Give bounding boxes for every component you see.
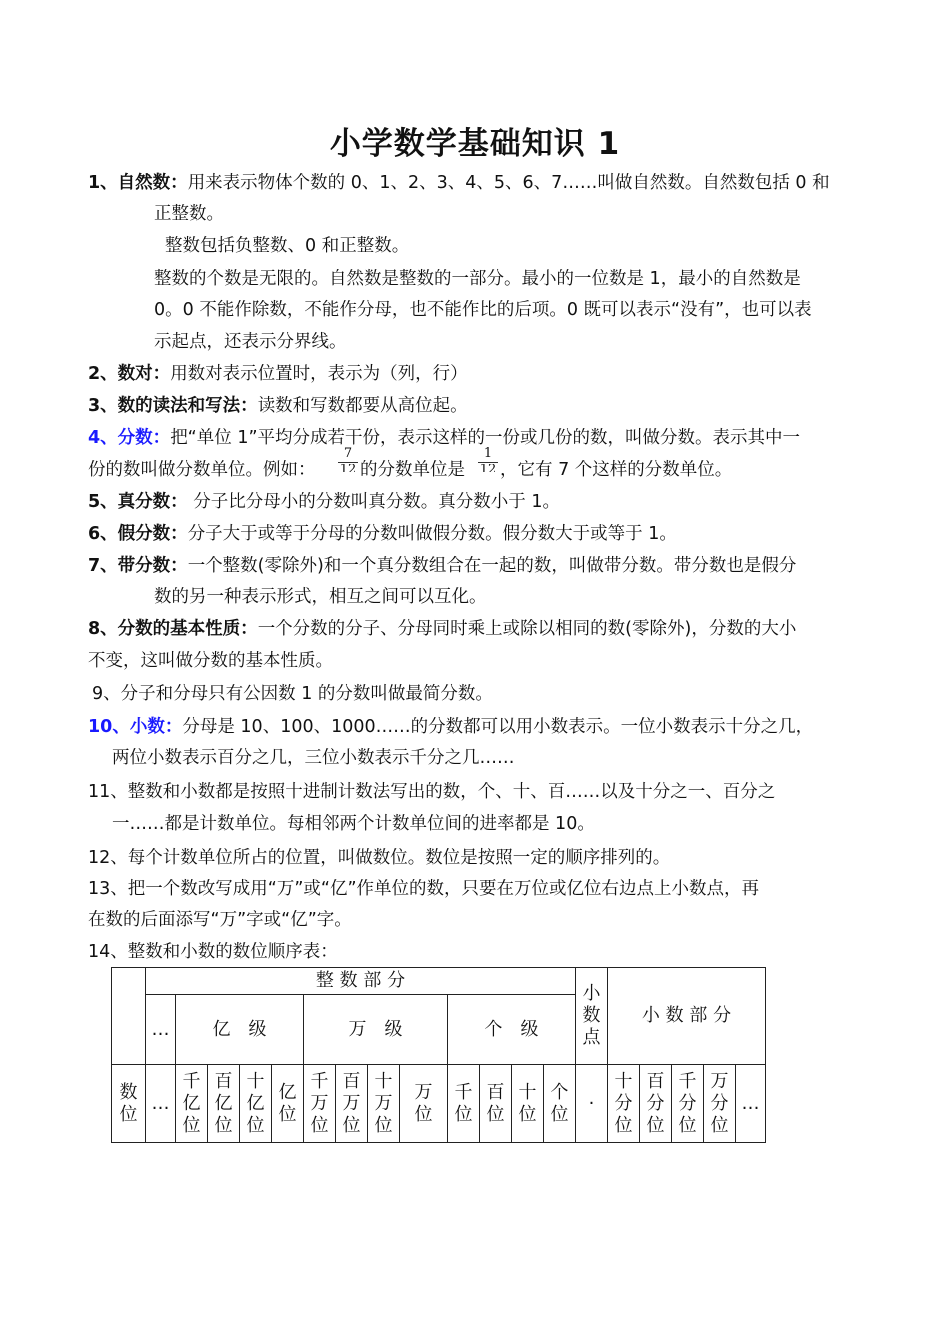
fraction-seven-twelfths (338, 447, 358, 472)
item-4-line-2b: 的分数单位是 (360, 460, 465, 480)
fraction-1-numerator: 7 (343, 446, 353, 461)
item-5-label: 5、真分数： (88, 492, 188, 512)
ge-level-header: 个 级 (448, 995, 576, 1065)
row-label-cell (112, 1065, 146, 1143)
place-ellipsis-right: … (736, 1065, 766, 1143)
wan-level-header: 万 级 (304, 995, 448, 1065)
decimal-place-cell (672, 1065, 704, 1143)
item-8-line-2: 不变，这叫做分数的基本性质。 (88, 651, 333, 671)
item-8-label: 8、分数的基本性质： (88, 619, 258, 639)
item-10-text-1: 分母是 10、100、1000……的分数都可以用小数表示。一位小数表示十分之几， (182, 717, 814, 737)
item-13-line-1: 13、把一个数改写成用“万”或“亿”作单位的数，只要在万位或亿位右边点上小数点，再 (88, 879, 760, 899)
item-3 (88, 394, 468, 418)
item-4-line-1 (88, 426, 800, 450)
place-label: 十亿位 (246, 1070, 265, 1136)
item-4-line-2a: 份的数叫做分数单位。例如： (88, 460, 316, 480)
place-cell (480, 1065, 512, 1143)
item-9: 9、分子和分母只有公因数 1 的分数叫做最简分数。 (92, 684, 493, 704)
place-cell (544, 1065, 576, 1143)
fraction-2-numerator: 1 (483, 446, 493, 461)
place-value-table (111, 967, 766, 1143)
page-title: 小学数学基础知识 1 (329, 126, 621, 162)
item-6-label: 6、假分数： (88, 524, 188, 544)
decimal-place-label: 千分位 (678, 1070, 697, 1136)
table-corner-cell (112, 968, 146, 1065)
decimal-place-cell (704, 1065, 736, 1143)
place-cell (208, 1065, 240, 1143)
place-ellipsis-left: … (146, 1065, 176, 1143)
fraction-1-bar (338, 462, 358, 463)
item-2-text: 用数对表示位置时，表示为（列，行） (170, 364, 468, 384)
item-1-line-4: 整数的个数是无限的。自然数是整数的一部分。最小的一位数是 1，最小的自然数是 (154, 269, 801, 289)
place-cell (304, 1065, 336, 1143)
place-cell (176, 1065, 208, 1143)
place-cell (272, 1065, 304, 1143)
item-7-line-2: 数的另一种表示形式，相互之间可以互化。 (154, 587, 487, 607)
item-7-line-1 (88, 554, 796, 578)
fraction-1-denominator: 12 (339, 464, 357, 472)
integer-part-header: 整 数 部 分 (146, 968, 576, 995)
item-2 (88, 362, 468, 386)
item-3-label: 3、数的读法和写法： (88, 396, 258, 416)
decimal-point-cell: · (576, 1065, 608, 1143)
item-1-line-5: 0。0 不能作除数，不能作分母，也不能作比的后项。0 既可以表示“没有”，也可以表 (154, 300, 812, 320)
item-12: 12、每个计数单位所占的位置，叫做数位。数位是按照一定的顺序排列的。 (88, 848, 671, 868)
decimal-point-header-text: 小数点 (582, 983, 601, 1048)
item-4-label: 4、分数： (88, 428, 171, 448)
item-11-line-1: 11、整数和小数都是按照十进制计数法写出的数，个、十、百……以及十分之一、百分之 (88, 782, 776, 802)
item-2-label: 2、数对： (88, 364, 171, 384)
item-3-text: 读数和写数都要从高位起。 (257, 396, 468, 416)
item-10-line-1 (88, 715, 813, 739)
item-10-line-2: 两位小数表示百分之几，三位小数表示千分之几…… (112, 748, 515, 768)
item-1-line-3: 整数包括负整数、0 和正整数。 (165, 236, 410, 256)
item-11-line-2: 一……都是计数单位。每相邻两个计数单位间的进率都是 10。 (112, 814, 595, 834)
decimal-place-cell (608, 1065, 640, 1143)
item-1-text-1: 用来表示物体个数的 0、1、2、3、4、5、6、7……叫做自然数。自然数包括 0 和 (187, 173, 830, 193)
item-6 (88, 522, 677, 546)
place-label: 百万位 (342, 1070, 361, 1136)
place-label: 个位 (550, 1081, 569, 1125)
item-4-line-2c: ，它有 7 个这样的分数单位。 (500, 460, 733, 480)
fraction-one-twelfth (478, 447, 498, 472)
place-cell (240, 1065, 272, 1143)
place-label: 千位 (454, 1081, 473, 1125)
place-cell (512, 1065, 544, 1143)
fraction-2-bar (478, 462, 498, 463)
place-cell (400, 1065, 448, 1143)
place-label: 千亿位 (182, 1070, 201, 1136)
item-1-line-2: 正整数。 (154, 204, 224, 224)
item-10-label: 10、小数： (88, 717, 183, 737)
place-cell (368, 1065, 400, 1143)
item-7-label: 7、带分数： (88, 556, 188, 576)
place-label: 十万位 (374, 1070, 393, 1136)
item-5 (88, 490, 560, 514)
yi-level-header: 亿 级 (176, 995, 304, 1065)
item-8-text-1: 一个分数的分子、分母同时乘上或除以相同的数(零除外)，分数的大小 (257, 619, 797, 639)
level-ellipsis: … (146, 995, 176, 1065)
item-6-text: 分子大于或等于分母的分数叫做假分数。假分数大于或等于 1。 (187, 524, 677, 544)
decimal-place-label: 十分位 (614, 1070, 633, 1136)
decimal-place-label: 万分位 (710, 1070, 729, 1136)
item-1-line-1 (88, 171, 830, 195)
decimal-part-header: 小 数 部 分 (608, 968, 766, 1065)
item-1-line-6: 示起点，还表示分界线。 (154, 332, 347, 352)
item-14: 14、整数和小数的数位顺序表： (88, 942, 338, 962)
item-5-text: 分子比分母小的分数叫真分数。真分数小于 1。 (193, 492, 560, 512)
item-13-line-2: 在数的后面添写“万”字或“亿”字。 (88, 910, 352, 930)
item-1-label: 1、自然数： (88, 173, 188, 193)
place-label: 万位 (414, 1081, 433, 1125)
decimal-point-header (576, 968, 608, 1065)
decimal-place-cell (640, 1065, 672, 1143)
item-4-text-1: 把“单位 1”平均分成若干份，表示这样的一份或几份的数，叫做分数。表示其中一 (170, 428, 801, 448)
place-label: 百亿位 (214, 1070, 233, 1136)
fraction-2-denominator: 12 (479, 464, 497, 472)
decimal-place-label: 百分位 (646, 1070, 665, 1136)
place-cell (448, 1065, 480, 1143)
place-label: 千万位 (310, 1070, 329, 1136)
item-8-line-1 (88, 617, 796, 641)
place-cell (336, 1065, 368, 1143)
place-label: 亿位 (278, 1081, 297, 1125)
place-label: 百位 (486, 1081, 505, 1125)
place-label: 十位 (518, 1081, 537, 1125)
row-label: 数位 (119, 1081, 138, 1125)
item-7-text-1: 一个整数(零除外)和一个真分数组合在一起的数，叫做带分数。带分数也是假分 (187, 556, 797, 576)
